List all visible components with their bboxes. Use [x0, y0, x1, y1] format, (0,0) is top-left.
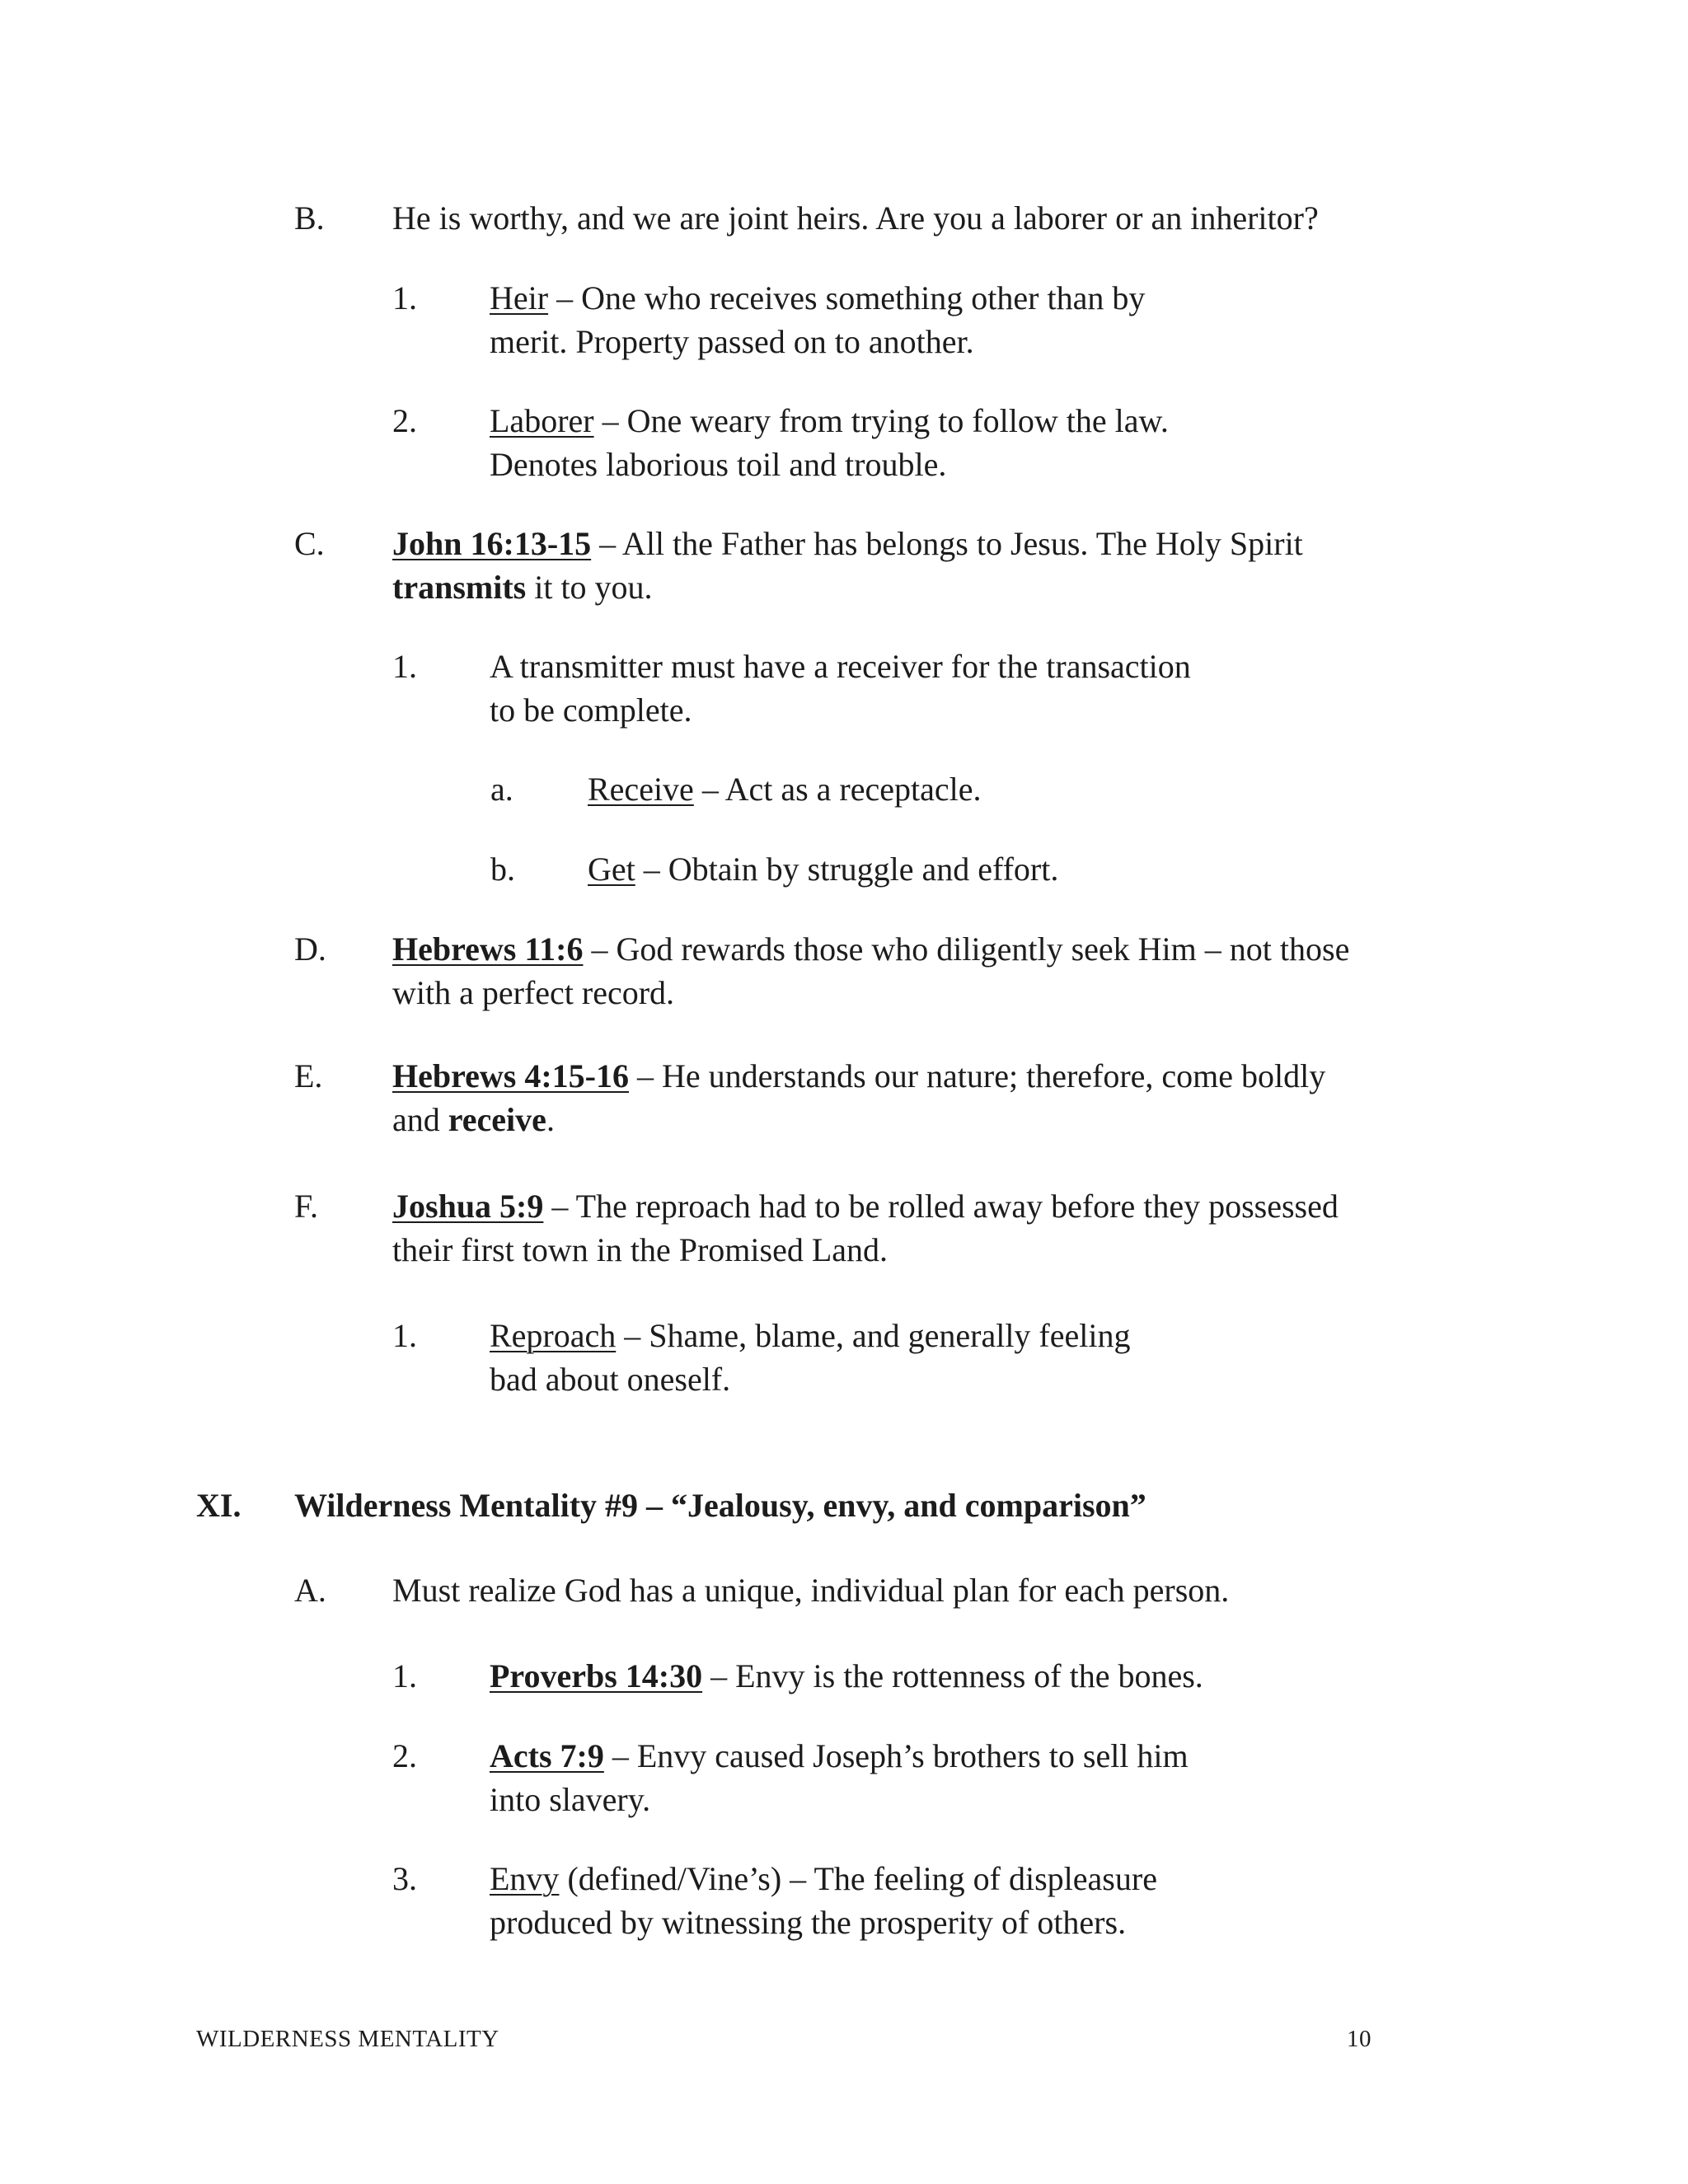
section-numeral: XI.	[196, 1487, 241, 1524]
item-text: Proverbs 14:30 – Envy is the rottenness of the bones.	[490, 1657, 1203, 1694]
defined-term: Receive	[588, 771, 694, 808]
defined-term: Get	[588, 851, 635, 888]
item-label: B.	[294, 199, 325, 237]
scripture-reference: Hebrews 11:6	[392, 930, 584, 968]
item-text: A transmitter must have a receiver for the transaction to be complete.	[490, 648, 1191, 729]
item-text: Heir – One who receives something other than by merit. Property passed on to another.	[490, 279, 1146, 360]
item-text: He is worthy, and we are joint heirs. Are you a laborer or an inheritor?	[392, 199, 1319, 237]
item-label: 2.	[392, 402, 417, 439]
item-label: E.	[294, 1057, 323, 1094]
item-text: John 16:13-15 – All the Father has belongs to Jesus. The Holy Spirit transmits it to you.	[392, 525, 1303, 606]
item-label: C.	[294, 525, 325, 562]
scripture-reference: John 16:13-15	[392, 525, 592, 562]
item-label: 1.	[392, 1317, 417, 1354]
item-label: F.	[294, 1188, 319, 1225]
scripture-reference: Proverbs 14:30	[490, 1657, 703, 1694]
page-number: 10	[1347, 2026, 1372, 2052]
item-label: 1.	[392, 279, 417, 316]
item-label: D.	[294, 930, 326, 968]
item-label: 1.	[392, 648, 417, 685]
scripture-reference: Acts 7:9	[490, 1737, 604, 1774]
item-text: Laborer – One weary from trying to follow the law. Denotes laborious toil and trouble.	[490, 402, 1169, 483]
section-title: Wilderness Mentality #9 – “Jealousy, envy, and comparison”	[294, 1487, 1146, 1524]
item-label: 2.	[392, 1737, 417, 1774]
item-label: a.	[490, 771, 513, 808]
defined-term: Laborer	[490, 402, 594, 439]
defined-term: Reproach	[490, 1317, 617, 1354]
item-text: Hebrews 4:15-16 – He understands our nature; therefore, come boldly and receive.	[392, 1057, 1326, 1138]
item-text: Joshua 5:9 – The reproach had to be rolled away before they possessed their first town in the Promised Land.	[392, 1188, 1339, 1268]
item-text: Reproach – Shame, blame, and generally feeling bad about oneself.	[490, 1317, 1131, 1398]
scripture-reference: Joshua 5:9	[392, 1188, 544, 1225]
item-label: b.	[490, 851, 515, 888]
scripture-reference: Hebrews 4:15-16	[392, 1057, 629, 1094]
item-text: Get – Obtain by struggle and effort.	[588, 851, 1059, 888]
item-label: 1.	[392, 1657, 417, 1694]
item-text: Envy (defined/Vine’s) – The feeling of displeasure produced by witnessing the prosperity of others.	[490, 1860, 1157, 1941]
item-label: 3.	[392, 1860, 417, 1897]
item-text: Hebrews 11:6 – God rewards those who diligently seek Him – not those with a perfect record.	[392, 930, 1350, 1011]
item-text: Must realize God has a unique, individual plan for each person.	[392, 1572, 1230, 1609]
footer-title: WILDERNESS MENTALITY	[196, 2026, 499, 2052]
defined-term: Heir	[490, 279, 549, 316]
item-text: Acts 7:9 – Envy caused Joseph’s brothers to sell him into slavery.	[490, 1737, 1189, 1818]
defined-term: Envy	[490, 1860, 560, 1897]
item-text: Receive – Act as a receptacle.	[588, 771, 982, 808]
item-label: A.	[294, 1572, 326, 1609]
